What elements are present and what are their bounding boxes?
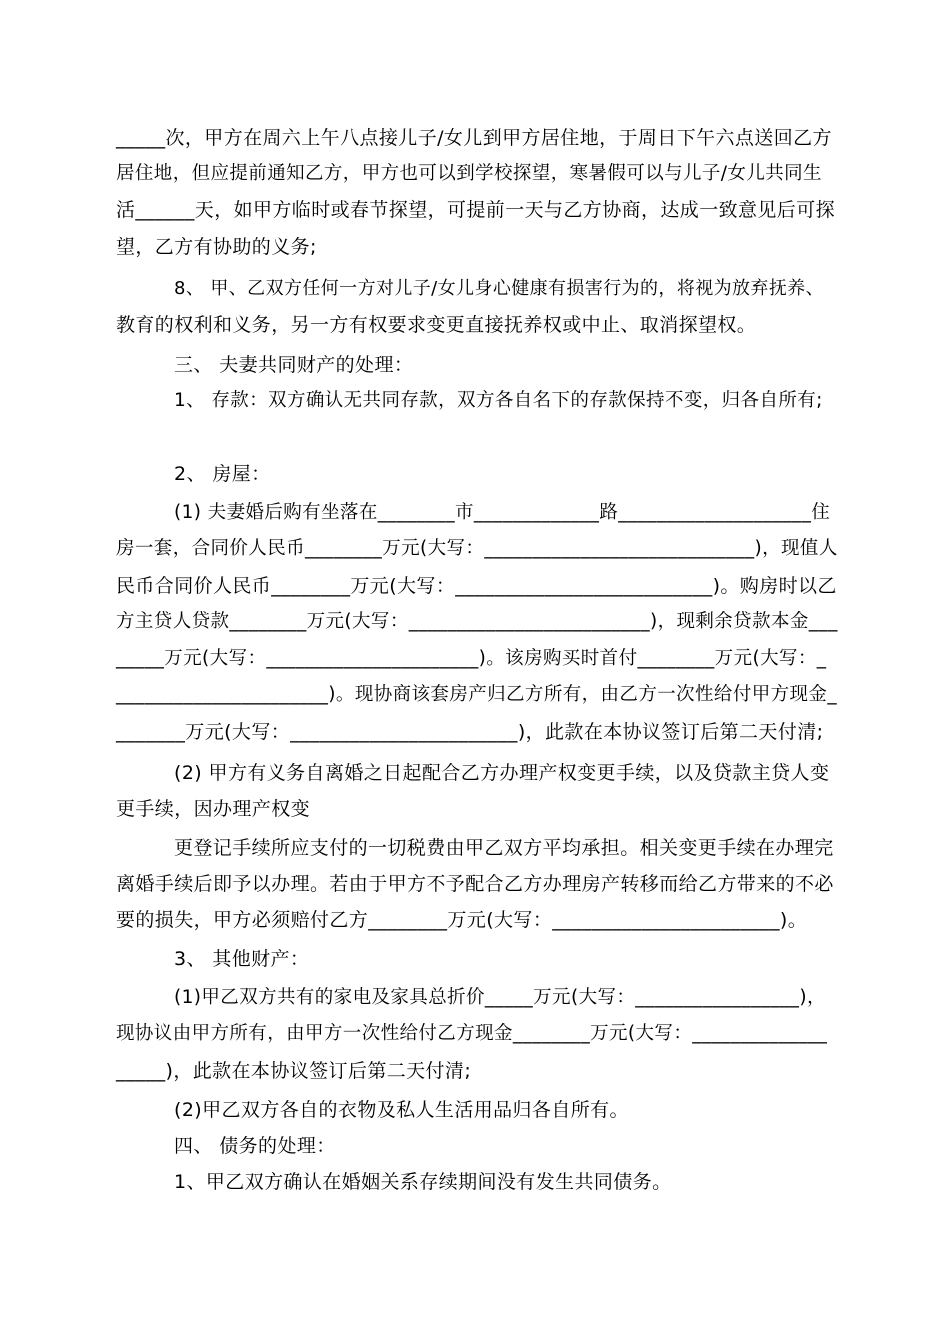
text-line: (1) 夫妻婚后购有坐落在________市_____________路____________________住 bbox=[174, 502, 831, 523]
text-line: 民币合同价人民币________万元(大写：__________________________)。购房时以乙 bbox=[116, 575, 837, 597]
text-line: 居住地，但应提前通知乙方，甲方也可以到学校探望，寒暑假可以与儿子/女儿共同生 bbox=[116, 163, 822, 184]
subsection-heading: 2、 房屋： bbox=[174, 463, 271, 485]
text-line: _____)，此款在本协议签订后第二天付清; bbox=[116, 1060, 472, 1082]
text-line: 房一套，合同价人民币________万元(大写：____________________________)，现值人 bbox=[116, 538, 838, 559]
text-line: 要的损失，甲方必须赔付乙方________万元(大写：_______________________)。 bbox=[116, 909, 808, 931]
subsection-heading: 3、 其他财产： bbox=[174, 948, 310, 970]
text-line: 方主贷人贷款________万元(大写：_________________________)，现剩余贷款本金___ bbox=[116, 611, 838, 632]
text-line: _______万元(大写：_______________________)，此款在本协议签订后第二天付清; bbox=[116, 721, 824, 743]
text-line: _____万元(大写：______________________)。该房购买时首付________万元(大写：_ bbox=[116, 648, 827, 669]
text-line: (2) 甲方有义务自离婚之日起配合乙方办理产权变更手续，以及贷款主贷人变 bbox=[174, 762, 830, 784]
text-line: 离婚手续后即予以办理。若由于甲方不予配合乙方办理房产转移而给乙方带来的不必 bbox=[116, 873, 834, 895]
text-line: (1)甲乙双方共有的家电及家具总折价_____万元(大写：_________________)， bbox=[174, 987, 826, 1008]
section-heading: 四、 债务的处理： bbox=[174, 1135, 336, 1157]
text-line: ______________________)。现协商该套房产归乙方所有，由乙方一次性给付甲方现金_ bbox=[116, 684, 837, 705]
text-line: 望，乙方有协助的义务; bbox=[116, 236, 317, 258]
text-line: 活______天，如甲方临时或春节探望，可提前一天与乙方协商，达成一致意见后可探 bbox=[116, 199, 836, 221]
text-line: _____次，甲方在周六上午八点接儿子/女儿到甲方居住地，于周日下午六点送回乙方 bbox=[116, 127, 832, 149]
text-line: 1、 存款：双方确认无共同存款，双方各自名下的存款保持不变，归各自所有; bbox=[174, 390, 823, 411]
text-line: 更登记手续所应支付的一切税费由甲乙双方平均承担。相关变更手续在办理完 bbox=[174, 837, 834, 859]
text-line: 教育的权利和义务，另一方有权要求变更直接抚养权或中止、取消探望权。 bbox=[116, 314, 757, 336]
text-line: 8、 甲、乙双方任何一方对儿子/女儿身心健康有损害行为的，将视为放弃抚养、 bbox=[174, 278, 825, 299]
text-line: 1、甲乙双方确认在婚姻关系存续期间没有发生共同债务。 bbox=[174, 1171, 672, 1193]
text-line: 现协议由甲方所有，由甲方一次性给付乙方现金________万元(大写：______________ bbox=[116, 1023, 828, 1044]
text-line: 更手续，因办理产权变 bbox=[116, 798, 311, 820]
text-line: (2)甲乙双方各自的衣物及私人生活用品归各自所有。 bbox=[174, 1099, 629, 1121]
section-heading: 三、 夫妻共同财产的处理： bbox=[174, 354, 414, 376]
